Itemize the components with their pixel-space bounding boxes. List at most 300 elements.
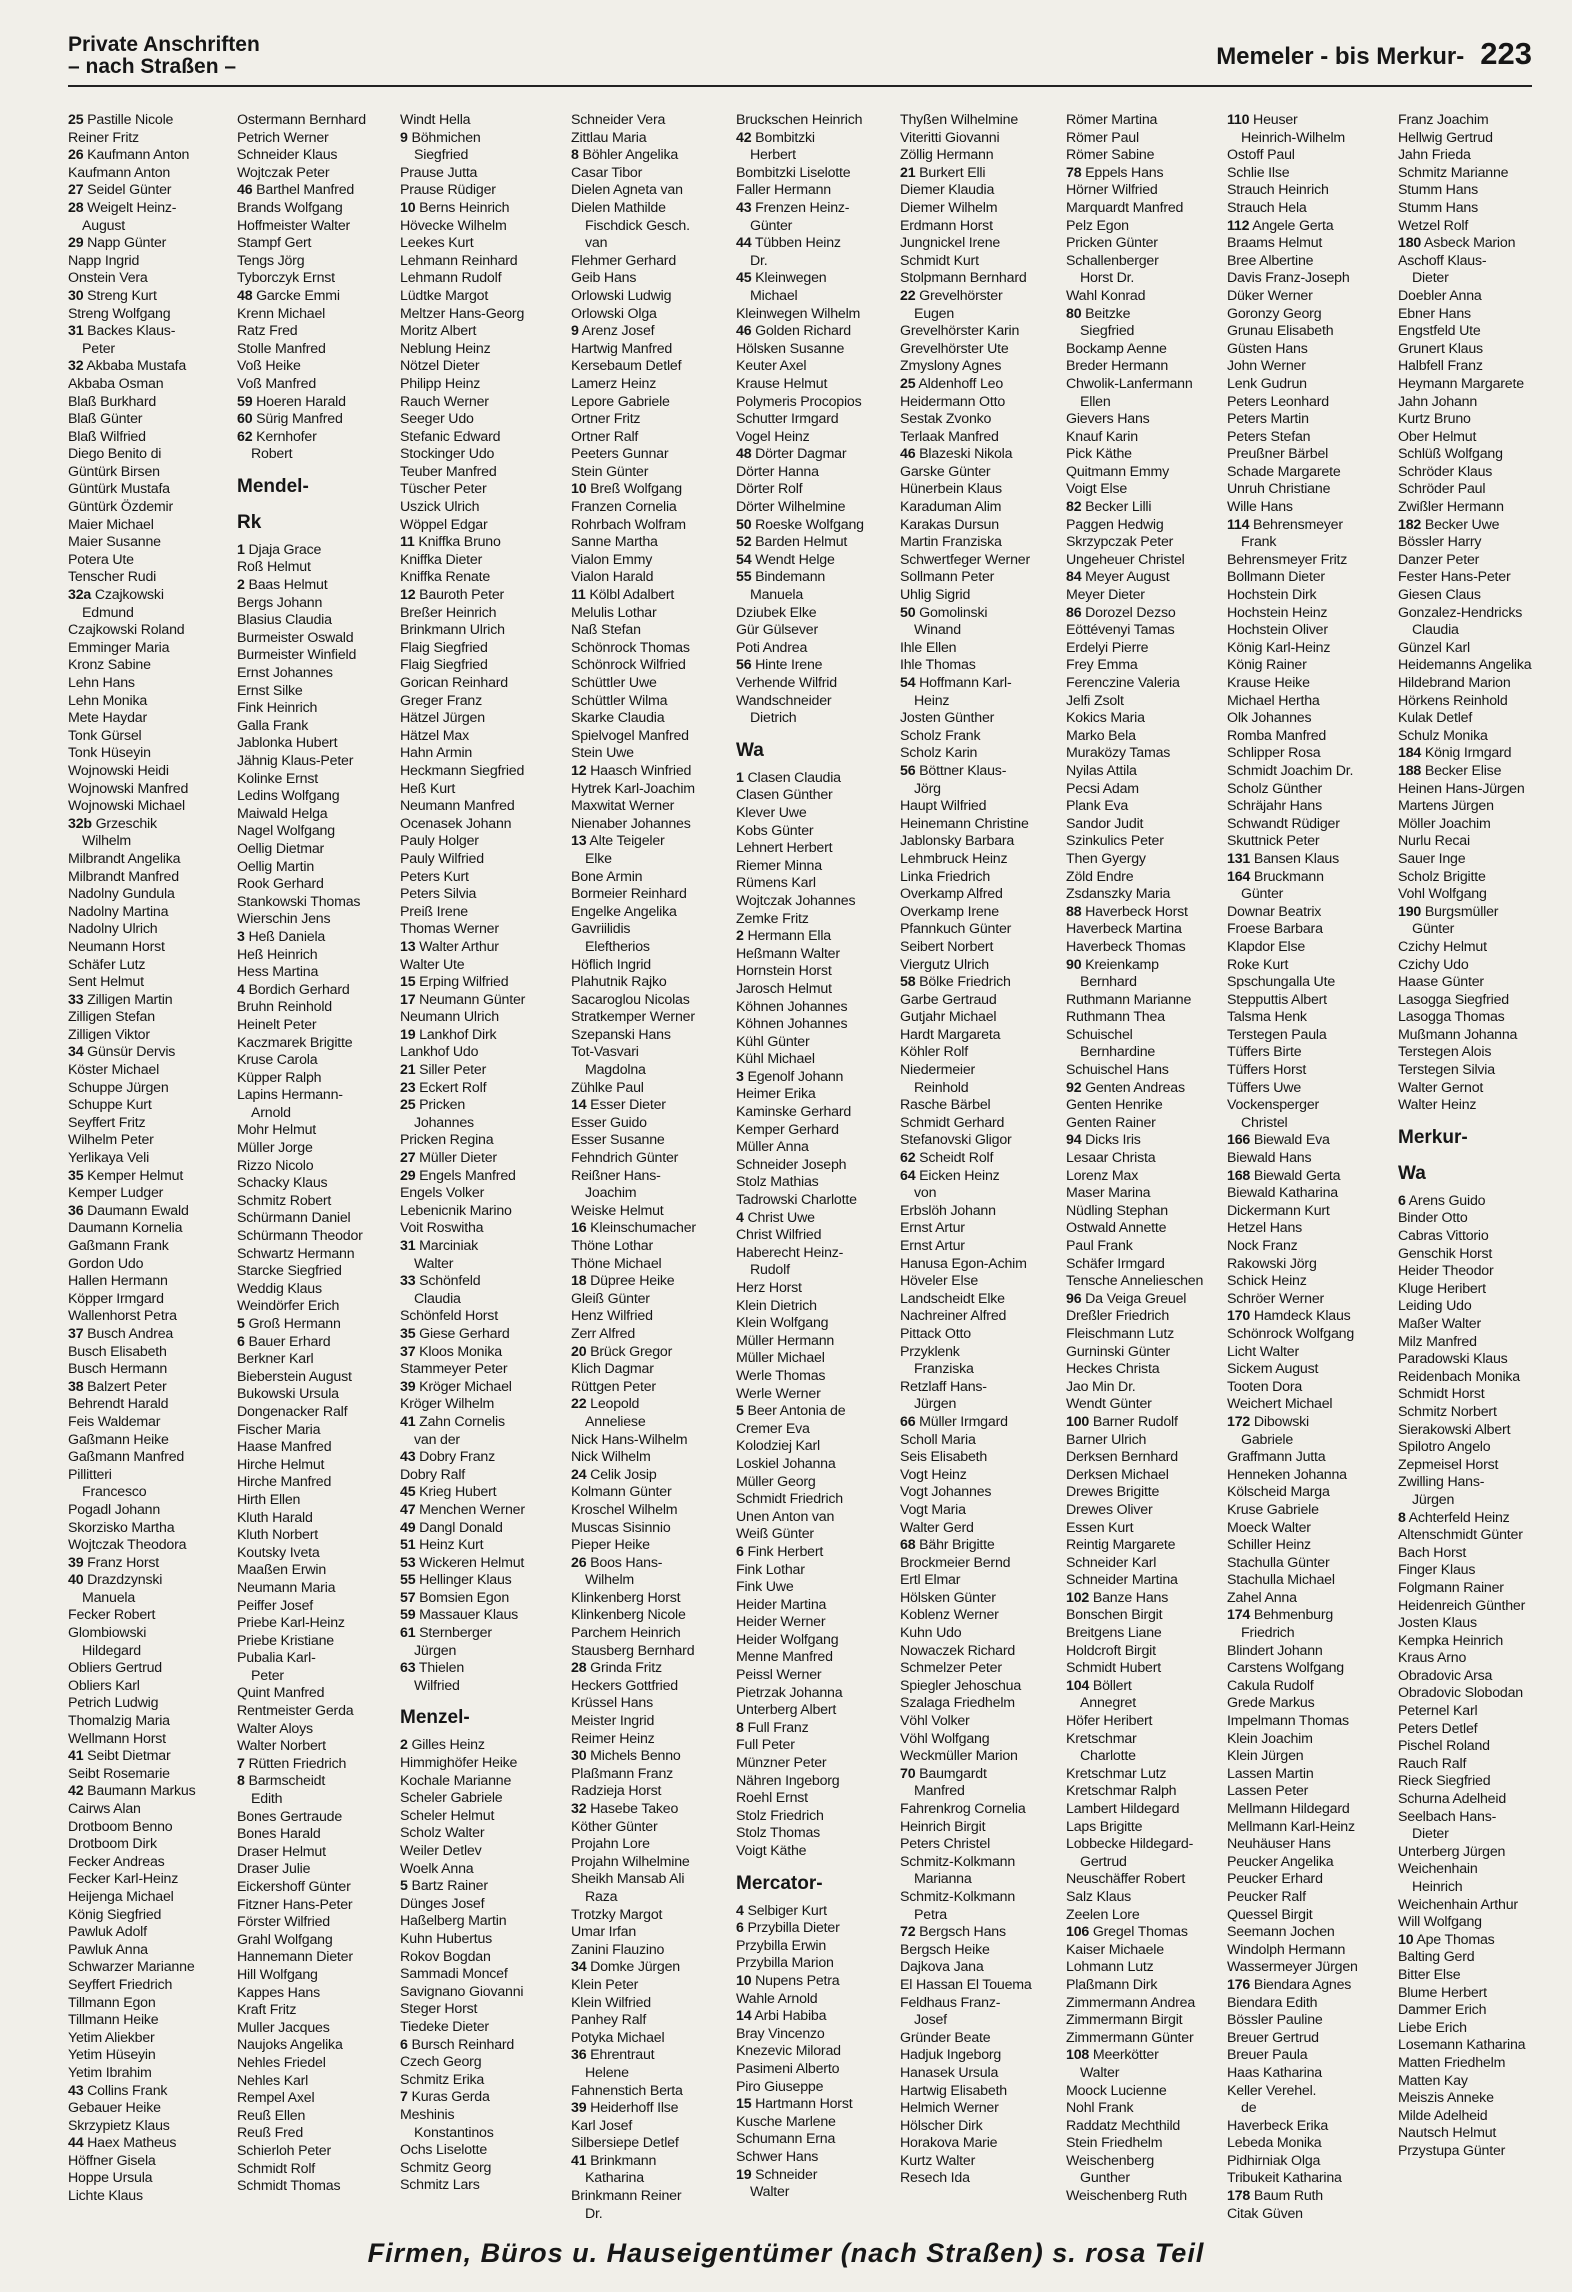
resident-entry: Blindert Johann bbox=[1227, 1642, 1323, 1659]
page-header bbox=[68, 30, 1532, 88]
resident-entry: Heider Martina bbox=[736, 1596, 827, 1613]
resident-entry: Blaß Günter bbox=[68, 411, 143, 428]
house-number: 34 bbox=[68, 1044, 84, 1061]
resident-entry: Schneider Martina bbox=[1066, 1572, 1178, 1589]
resident-entry: Skarke Claudia bbox=[571, 710, 665, 727]
resident-entry: Zsdanszky Maria bbox=[1066, 886, 1171, 903]
resident-entry: 114 Behrensmeyer bbox=[1227, 516, 1343, 533]
resident-entry: 36 Ehrentraut bbox=[571, 2047, 655, 2064]
resident-entry: Verhende Wilfrid bbox=[736, 675, 837, 691]
resident-entry: Grevelhörster Ute bbox=[900, 340, 1009, 357]
resident-entry: Goronzy Georg bbox=[1227, 305, 1322, 322]
resident-entry: Hünerbein Klaus bbox=[900, 481, 1002, 498]
resident-entry: 51 Heinz Kurt bbox=[400, 1537, 484, 1554]
resident-entry: Salz Klaus bbox=[1066, 1888, 1132, 1905]
entry-continuation: Marianna bbox=[914, 1871, 972, 1888]
resident-entry: Downar Beatrix bbox=[1227, 903, 1322, 920]
house-number: 33 bbox=[400, 1273, 416, 1290]
resident-entry: Peucker Ralf bbox=[1227, 1888, 1306, 1905]
resident-entry: Seyffert Fritz bbox=[68, 1114, 146, 1131]
house-number: 184 bbox=[1398, 745, 1422, 762]
resident-entry: Szepanski Hans bbox=[571, 1026, 671, 1043]
entry-continuation: Claudia bbox=[414, 1290, 461, 1307]
resident-entry: Fahrenkrog Cornelia bbox=[900, 1801, 1026, 1817]
directory-column bbox=[1398, 112, 1546, 2161]
resident-entry: 46 Barthel Manfred bbox=[237, 182, 355, 199]
resident-entry: Brockmeier Bernd bbox=[900, 1554, 1011, 1571]
resident-entry: Przyklenk bbox=[900, 1343, 960, 1360]
resident-entry: Maier Susanne bbox=[68, 534, 161, 551]
house-number: 39 bbox=[68, 1554, 84, 1571]
resident-entry: Heinrich Birgit bbox=[900, 1818, 986, 1835]
resident-entry: Vogt Heinz bbox=[900, 1466, 967, 1483]
resident-entry: Lehn Monika bbox=[68, 692, 148, 709]
resident-entry: Heidenreich Günther bbox=[1398, 1597, 1526, 1614]
resident-entry: Bree Albertine bbox=[1227, 252, 1314, 269]
resident-entry: Bruhn Reinhold bbox=[237, 999, 333, 1016]
resident-entry: 36 Daumann Ewald bbox=[68, 1202, 189, 1219]
resident-entry: 62 Kernhofer bbox=[237, 428, 317, 445]
house-number: 29 bbox=[400, 1167, 416, 1184]
resident-entry: Haverbeck Erika bbox=[1227, 2117, 1329, 2134]
resident-entry: Giesen Claus bbox=[1398, 587, 1481, 604]
resident-entry: Rauch Ralf bbox=[1398, 1755, 1467, 1772]
resident-entry: Dziubek Elke bbox=[736, 604, 817, 621]
resident-entry: Czichy Udo bbox=[1398, 956, 1469, 973]
house-number: 43 bbox=[736, 199, 752, 216]
resident-entry: Ernst Artur bbox=[900, 1220, 965, 1237]
resident-entry: Hörner Wilfried bbox=[1066, 182, 1158, 199]
resident-entry: 32a Czajkowski bbox=[68, 587, 164, 604]
resident-entry: Naß Stefan bbox=[571, 622, 641, 639]
resident-entry: Werle Thomas bbox=[736, 1367, 826, 1384]
resident-entry: Burmeister Winfield bbox=[237, 647, 357, 664]
house-number: 12 bbox=[400, 587, 416, 604]
entry-continuation: Robert bbox=[251, 446, 293, 463]
resident-entry: 16 Kleinschumacher bbox=[571, 1220, 696, 1237]
resident-entry: Lichte Klaus bbox=[68, 2188, 143, 2205]
resident-entry: Mete Haydar bbox=[68, 710, 148, 727]
house-number: 5 bbox=[400, 1878, 408, 1895]
resident-entry: Hoffmeister Walter bbox=[237, 217, 351, 234]
resident-entry: 8 Barmscheidt bbox=[237, 1773, 326, 1790]
resident-entry: Heider Theodor bbox=[1398, 1263, 1494, 1280]
resident-entry: Czech Georg bbox=[400, 2054, 482, 2071]
resident-entry: Stratkemper Werner bbox=[571, 1009, 695, 1026]
resident-entry: Fehndrich Günter bbox=[571, 1150, 679, 1167]
resident-entry: 9 Böhmichen bbox=[400, 129, 481, 146]
resident-entry: Schmitz-Kolkmann bbox=[900, 1888, 1016, 1905]
resident-entry: Zöllig Hermann bbox=[900, 147, 994, 164]
resident-entry: Heymann Margarete bbox=[1398, 375, 1524, 392]
entry-continuation: de bbox=[1241, 2100, 1257, 2117]
resident-entry: Walter Gerd bbox=[900, 1519, 974, 1536]
resident-entry: 42 Baumann Markus bbox=[68, 1783, 196, 1800]
resident-entry: Breuer Gertrud bbox=[1227, 2029, 1319, 2046]
resident-entry: Bössler Pauline bbox=[1227, 2012, 1323, 2029]
resident-entry: 33 Zilligen Martin bbox=[68, 991, 173, 1008]
resident-entry: Ostermann Bernhard bbox=[237, 112, 366, 128]
entry-continuation: van der bbox=[414, 1431, 460, 1448]
resident-entry: Hölsken Susanne bbox=[736, 340, 845, 357]
resident-entry: Gaßmann Frank bbox=[68, 1238, 169, 1254]
resident-entry: 174 Behmenburg bbox=[1227, 1607, 1334, 1624]
resident-entry: Matten Friedhelm bbox=[1398, 2054, 1506, 2071]
resident-entry: Ebner Hans bbox=[1398, 305, 1471, 322]
resident-entry: Lankhof Udo bbox=[400, 1044, 479, 1061]
resident-entry: 6 Arens Guido bbox=[1398, 1192, 1486, 1209]
entry-continuation: Dr. bbox=[750, 252, 768, 269]
house-number: 72 bbox=[900, 1924, 916, 1941]
resident-entry: 37 Kloos Monika bbox=[400, 1343, 502, 1360]
resident-entry: Kretschmar bbox=[1066, 1730, 1137, 1747]
resident-entry: Vogt Johannes bbox=[900, 1484, 992, 1501]
resident-entry: Dielen Mathilde bbox=[571, 199, 666, 216]
resident-entry: Dammer Erich bbox=[1398, 2002, 1487, 2019]
house-number: 32a bbox=[68, 587, 92, 604]
resident-entry: Sanne Martha bbox=[571, 534, 658, 551]
resident-entry: Vialon Emmy bbox=[571, 551, 653, 568]
resident-entry: Spschungalla Ute bbox=[1227, 974, 1336, 991]
house-number: 31 bbox=[68, 323, 84, 340]
resident-entry: Rentmeister Gerda bbox=[237, 1703, 354, 1720]
house-number: 27 bbox=[400, 1150, 416, 1167]
house-number: 42 bbox=[736, 129, 752, 146]
resident-entry: 176 Biendara Agnes bbox=[1227, 1976, 1352, 1993]
resident-entry: 5 Groß Hermann bbox=[237, 1316, 341, 1332]
resident-entry: Schurna Adelheid bbox=[1398, 1791, 1507, 1808]
resident-entry: Kurtz Walter bbox=[900, 2152, 976, 2169]
resident-entry: 90 Kreienkamp bbox=[1066, 956, 1159, 973]
resident-entry: Feis Waldemar bbox=[68, 1413, 161, 1430]
house-number: 56 bbox=[900, 762, 916, 779]
house-number: 44 bbox=[736, 235, 752, 252]
entry-continuation: Heinrich-Wilhelm bbox=[1241, 129, 1346, 146]
resident-entry: Tribukeit Katharina bbox=[1227, 2170, 1342, 2187]
house-number: 3 bbox=[736, 1068, 744, 1085]
resident-entry: Onstein Vera bbox=[68, 270, 148, 287]
resident-entry: Sierakowski Albert bbox=[1398, 1421, 1511, 1438]
resident-entry: Kersebaum Detlef bbox=[571, 358, 682, 375]
resident-entry: Greger Franz bbox=[400, 692, 482, 709]
resident-entry: 15 Hartmann Horst bbox=[736, 2096, 853, 2113]
resident-entry: Milbrandt Angelika bbox=[68, 850, 181, 867]
resident-entry: 112 Angele Gerta bbox=[1227, 217, 1334, 234]
resident-entry: Horakova Marie bbox=[900, 2135, 998, 2152]
resident-entry: Peters Kurt bbox=[400, 868, 469, 885]
page-number: 223 bbox=[1480, 36, 1532, 71]
resident-entry: Petrich Ludwig bbox=[68, 1695, 159, 1712]
resident-entry: 22 Grevelhörster bbox=[900, 287, 1003, 304]
resident-entry: Tüffers Horst bbox=[1227, 1062, 1307, 1079]
resident-entry: Eöttévenyi Tamas bbox=[1066, 622, 1175, 639]
resident-entry: Ochs Liselotte bbox=[400, 2142, 488, 2159]
resident-entry: Spielvogel Manfred bbox=[571, 727, 689, 744]
house-number: 2 bbox=[400, 1737, 408, 1754]
resident-entry: Stolz Thomas bbox=[736, 1825, 821, 1842]
resident-entry: Weischenberg bbox=[1066, 2152, 1155, 2169]
resident-entry: Jao Min Dr. bbox=[1066, 1378, 1136, 1395]
resident-entry: Hetzel Hans bbox=[1227, 1220, 1303, 1237]
resident-entry: Paul Frank bbox=[1066, 1238, 1133, 1254]
resident-entry: Gurninski Günter bbox=[1066, 1343, 1171, 1360]
resident-entry: Busch Elisabeth bbox=[68, 1343, 167, 1360]
entry-continuation: Konstantinos bbox=[414, 2124, 494, 2141]
resident-entry: Ober Helmut bbox=[1398, 428, 1477, 445]
resident-entry: 170 Hamdeck Klaus bbox=[1227, 1308, 1351, 1325]
resident-entry: 26 Boos Hans- bbox=[571, 1554, 663, 1571]
resident-entry: Heßmann Walter bbox=[736, 945, 840, 962]
house-number: 190 bbox=[1398, 903, 1422, 920]
house-number: 23 bbox=[400, 1079, 416, 1096]
resident-entry: Umar Irfan bbox=[571, 1924, 637, 1941]
resident-entry: 39 Heiderhoff Ilse bbox=[571, 2100, 679, 2117]
resident-entry: Szinkulics Peter bbox=[1066, 833, 1164, 850]
resident-entry: Heider Wolfgang bbox=[736, 1631, 839, 1648]
resident-entry: Vöhl Wolfgang bbox=[900, 1730, 990, 1747]
resident-entry: Kaczmarek Brigitte bbox=[237, 1034, 353, 1051]
resident-entry: Meiszis Anneke bbox=[1398, 2090, 1494, 2107]
resident-entry: Licht Walter bbox=[1227, 1343, 1299, 1360]
resident-entry: Stolz Mathias bbox=[736, 1174, 819, 1191]
resident-entry: Daumann Kornelia bbox=[68, 1220, 183, 1237]
resident-entry: Schneider Joseph bbox=[736, 1156, 847, 1173]
resident-entry: Paradowski Klaus bbox=[1398, 1351, 1508, 1368]
resident-entry: Milbrandt Manfred bbox=[68, 868, 179, 885]
directory-column bbox=[736, 112, 894, 2202]
resident-entry: Förster Wilfried bbox=[237, 1914, 330, 1931]
resident-entry: Haas Katharina bbox=[1227, 2064, 1322, 2081]
house-number: 6 bbox=[237, 1333, 245, 1350]
resident-entry: Grunau Elisabeth bbox=[1227, 323, 1334, 340]
resident-entry: Wojnowski Heidi bbox=[68, 762, 169, 779]
house-number: 28 bbox=[68, 199, 84, 216]
resident-entry: Wetzel Rolf bbox=[1398, 217, 1469, 234]
house-number: 58 bbox=[900, 974, 916, 991]
house-number: 88 bbox=[1066, 903, 1082, 920]
resident-entry: Windt Hella bbox=[400, 112, 471, 128]
resident-entry: 32b Grzeschik bbox=[68, 815, 157, 832]
resident-entry: Pieper Heike bbox=[571, 1537, 650, 1554]
resident-entry: Hallen Hermann bbox=[68, 1273, 168, 1290]
resident-entry: Schwertfeger Werner bbox=[900, 551, 1030, 568]
resident-entry: Hannemann Dieter bbox=[237, 1949, 353, 1966]
house-number: 55 bbox=[400, 1572, 416, 1589]
resident-entry: Heckes Christa bbox=[1066, 1361, 1160, 1378]
resident-entry: Ungeheuer Christel bbox=[1066, 551, 1185, 568]
resident-entry: Nautsch Helmut bbox=[1398, 2125, 1497, 2142]
house-number: 54 bbox=[900, 675, 916, 691]
resident-entry: Dobry Ralf bbox=[400, 1466, 466, 1483]
resident-entry: Möller Joachim bbox=[1398, 815, 1491, 832]
resident-entry: Stefanovski Gligor bbox=[900, 1132, 1012, 1149]
resident-entry: Köhnen Johannes bbox=[736, 998, 848, 1015]
resident-entry: Terstegen Alois bbox=[1398, 1044, 1492, 1061]
resident-entry: Nick Wilhelm bbox=[571, 1449, 651, 1466]
resident-entry: Davis Franz-Joseph bbox=[1227, 270, 1350, 287]
resident-entry: 32 Akbaba Mustafa bbox=[68, 358, 187, 375]
resident-entry: Zöld Endre bbox=[1066, 868, 1134, 885]
resident-entry: 3 Egenolf Johann bbox=[736, 1068, 844, 1085]
resident-entry: Wojtczak Johannes bbox=[736, 892, 856, 909]
resident-entry: Binder Otto bbox=[1398, 1210, 1468, 1227]
resident-entry: 45 Krieg Hubert bbox=[400, 1484, 497, 1501]
resident-entry: Liebe Erich bbox=[1398, 2019, 1467, 2036]
resident-entry: Wöppel Edgar bbox=[400, 516, 488, 533]
resident-entry: Przybilla Erwin bbox=[736, 1937, 827, 1954]
resident-entry: Peucker Erhard bbox=[1227, 1871, 1323, 1888]
resident-entry: Kluge Heribert bbox=[1398, 1280, 1486, 1297]
resident-entry: Dickermann Kurt bbox=[1227, 1202, 1330, 1219]
resident-entry: Wendt Günter bbox=[1066, 1396, 1152, 1413]
resident-entry: 80 Beitzke bbox=[1066, 305, 1131, 322]
resident-entry: Höflich Ingrid bbox=[571, 956, 651, 973]
resident-entry: Behrensmeyer Fritz bbox=[1227, 551, 1348, 568]
resident-entry: 62 Scheidt Rolf bbox=[900, 1150, 994, 1167]
resident-entry: 102 Banze Hans bbox=[1066, 1589, 1169, 1606]
resident-entry: 56 Böttner Klaus- bbox=[900, 762, 1007, 779]
resident-entry: Knezevic Milorad bbox=[736, 2043, 841, 2060]
resident-entry: 63 Thielen bbox=[400, 1660, 465, 1677]
house-number: 25 bbox=[900, 375, 916, 392]
resident-entry: Rasche Bärbel bbox=[900, 1097, 991, 1114]
resident-entry: Lehnert Herbert bbox=[736, 840, 833, 857]
resident-entry: Ertl Elmar bbox=[900, 1572, 961, 1589]
resident-entry: Menne Manfred bbox=[736, 1649, 833, 1666]
resident-entry: Schwer Hans bbox=[736, 2148, 819, 2165]
entry-continuation: Dr. bbox=[585, 2205, 603, 2222]
entry-continuation: Edmund bbox=[82, 604, 134, 621]
resident-entry: Plank Eva bbox=[1066, 798, 1129, 815]
house-number: 59 bbox=[400, 1607, 416, 1624]
resident-entry: 27 Seidel Günter bbox=[68, 182, 172, 199]
resident-entry: Peternel Karl bbox=[1398, 1703, 1478, 1720]
resident-entry: 188 Becker Elise bbox=[1398, 762, 1502, 779]
resident-entry: Ostwald Annette bbox=[1066, 1220, 1167, 1237]
house-number: 38 bbox=[68, 1378, 84, 1395]
resident-entry: Stausberg Bernhard bbox=[571, 1642, 695, 1659]
house-number: 26 bbox=[68, 147, 84, 164]
resident-entry: Schräjahr Hans bbox=[1227, 798, 1322, 815]
resident-entry: Wierschin Jens bbox=[237, 911, 331, 928]
resident-entry: Walter Ute bbox=[400, 956, 465, 973]
resident-entry: Hartwig Elisabeth bbox=[900, 2082, 1007, 2099]
resident-entry: Tillmann Egon bbox=[68, 1994, 156, 2011]
resident-entry: Helmich Werner bbox=[900, 2100, 999, 2117]
house-number: 33 bbox=[68, 991, 84, 1008]
resident-entry: Will Wolfgang bbox=[1398, 1914, 1482, 1931]
house-number: 13 bbox=[571, 833, 587, 850]
resident-entry: Lamerz Heinz bbox=[571, 375, 657, 392]
resident-entry: Kuhn Udo bbox=[900, 1625, 962, 1642]
resident-entry: Gaßmann Manfred bbox=[68, 1449, 185, 1466]
resident-entry: Nurlu Recai bbox=[1398, 833, 1470, 850]
resident-entry: Köhler Rolf bbox=[900, 1044, 968, 1061]
resident-entry: Schmelzer Peter bbox=[900, 1660, 1002, 1677]
resident-entry: Zilligen Stefan bbox=[68, 1009, 155, 1026]
resident-entry: 61 Sternberger bbox=[400, 1625, 492, 1642]
resident-entry: Pidhirniak Olga bbox=[1227, 2152, 1321, 2169]
resident-entry: Reuß Ellen bbox=[237, 2107, 306, 2124]
resident-entry: Esser Susanne bbox=[571, 1132, 665, 1149]
house-number: 29 bbox=[68, 235, 84, 252]
resident-entry: Römer Sabine bbox=[1066, 147, 1155, 164]
resident-entry: Ostoff Paul bbox=[1227, 147, 1295, 164]
resident-entry: 57 Bomsien Egon bbox=[400, 1589, 510, 1606]
resident-entry: Wassermeyer Jürgen bbox=[1227, 1959, 1358, 1976]
house-number: 45 bbox=[400, 1484, 416, 1501]
house-number: 34 bbox=[571, 1959, 587, 1976]
resident-entry: 46 Golden Richard bbox=[736, 323, 851, 340]
entry-continuation: Friedrich bbox=[1241, 1625, 1295, 1642]
resident-entry: Krüssel Hans bbox=[571, 1695, 653, 1712]
resident-entry: 14 Esser Dieter bbox=[571, 1097, 666, 1114]
resident-entry: 68 Bähr Brigitte bbox=[900, 1537, 995, 1554]
entry-continuation: Josef bbox=[914, 2012, 947, 2029]
entry-continuation: Reinhold bbox=[914, 1079, 969, 1096]
resident-entry: Scholz Brigitte bbox=[1398, 868, 1486, 885]
resident-entry: Tonk Hüseyin bbox=[68, 745, 151, 762]
resident-entry: Prause Rüdiger bbox=[400, 182, 496, 199]
resident-entry: Christ Wilfried bbox=[736, 1227, 822, 1244]
house-number: 44 bbox=[68, 2135, 84, 2152]
entry-continuation: Petra bbox=[914, 1906, 947, 1923]
house-number: 10 bbox=[571, 481, 587, 498]
resident-entry: Heidemanns Angelika bbox=[1398, 657, 1532, 674]
resident-entry: Schröer Werner bbox=[1227, 1290, 1325, 1307]
resident-entry: 47 Menchen Werner bbox=[400, 1501, 525, 1518]
resident-entry: Weckmüller Marion bbox=[900, 1748, 1018, 1765]
resident-entry: 28 Grinda Fritz bbox=[571, 1660, 662, 1677]
house-number: 37 bbox=[68, 1325, 84, 1342]
resident-entry: Karaduman Alim bbox=[900, 499, 1002, 516]
resident-entry: Heinelt Peter bbox=[237, 1016, 317, 1033]
resident-entry: 20 Brück Gregor bbox=[571, 1343, 673, 1360]
resident-entry: 19 Lankhof Dirk bbox=[400, 1026, 497, 1043]
resident-entry: Hoppe Ursula bbox=[68, 2170, 153, 2187]
house-number: 18 bbox=[571, 1273, 587, 1290]
resident-entry: Weichenhain Arthur bbox=[1398, 1896, 1518, 1913]
resident-entry: Hahn Armin bbox=[400, 745, 473, 762]
resident-entry: Nüdling Stephan bbox=[1066, 1202, 1168, 1219]
resident-entry: Lehmann Rudolf bbox=[400, 270, 502, 287]
resident-entry: Hellwig Gertrud bbox=[1398, 129, 1493, 146]
entry-continuation: Bernhardine bbox=[1080, 1044, 1156, 1061]
resident-entry: Glombiowski bbox=[68, 1625, 147, 1642]
entry-continuation: Christel bbox=[1241, 1114, 1288, 1131]
resident-entry: Schmidt Joachim Dr. bbox=[1227, 762, 1354, 779]
resident-entry: Peeters Gunnar bbox=[571, 446, 669, 463]
resident-entry: Peissl Werner bbox=[736, 1667, 822, 1684]
house-number: 5 bbox=[237, 1316, 245, 1332]
resident-entry: 88 Haverbeck Horst bbox=[1066, 903, 1188, 920]
resident-entry: 6 Fink Herbert bbox=[736, 1543, 824, 1560]
house-number: 35 bbox=[400, 1325, 416, 1342]
resident-entry: Lasogga Siegfried bbox=[1398, 991, 1509, 1008]
resident-entry: Raddatz Mechthild bbox=[1066, 2117, 1181, 2134]
resident-entry: Leiding Udo bbox=[1398, 1298, 1472, 1315]
resident-entry: Gutjahr Michael bbox=[900, 1009, 997, 1026]
house-number: 24 bbox=[571, 1466, 587, 1483]
resident-entry: Müller Anna bbox=[736, 1139, 809, 1156]
resident-entry: Walter Norbert bbox=[237, 1738, 326, 1755]
resident-entry: Grede Markus bbox=[1227, 1695, 1315, 1712]
resident-entry: Bitter Else bbox=[1398, 1966, 1461, 1983]
house-number: 166 bbox=[1227, 1132, 1251, 1149]
resident-entry: Nienaber Johannes bbox=[571, 815, 691, 832]
resident-entry: Krause Helmut bbox=[736, 375, 828, 392]
entry-continuation: Ellen bbox=[1080, 393, 1111, 410]
